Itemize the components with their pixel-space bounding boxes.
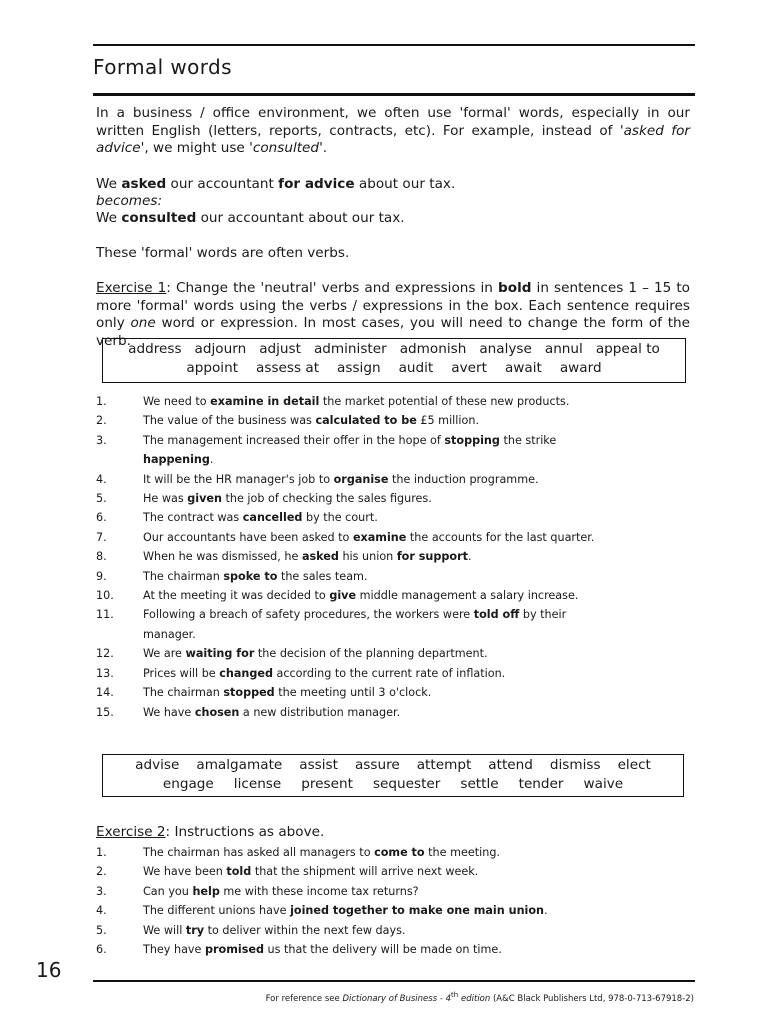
item-bold-phrase: chosen: [194, 705, 240, 719]
box-word: audit: [398, 360, 434, 376]
item-number: 14.: [96, 686, 114, 700]
item-number: 4.: [96, 472, 107, 486]
item-text: by the court.: [302, 511, 378, 525]
box-word: present: [301, 776, 353, 792]
item-text: He was: [143, 492, 188, 506]
box-word: appoint: [186, 360, 239, 376]
item-text: We are: [143, 647, 186, 661]
item-text: by their: [519, 608, 567, 622]
box-word: assess at: [256, 360, 320, 376]
item-number: 5.: [96, 923, 107, 937]
exercise-item: [96, 703, 696, 722]
exercise-item: [96, 470, 696, 489]
instruction-bold: bold: [498, 280, 532, 296]
box-word: annul: [544, 341, 583, 357]
box-word: attempt: [416, 757, 472, 773]
item-bold-phrase: examine in detail: [210, 395, 320, 408]
item-text: £5 million.: [416, 414, 479, 428]
box-word: adjourn: [194, 341, 247, 357]
item-bold-phrase: stopping: [444, 433, 500, 447]
exercise-item: [96, 586, 696, 605]
box-word: assist: [299, 757, 338, 773]
exercise2-heading: [96, 824, 690, 842]
box-word: analyse: [479, 341, 532, 357]
instruction-text: word or expression. In most cases, you will need to change the form of the verb.: [96, 315, 691, 349]
becomes-label: becomes:: [96, 193, 163, 209]
item-text: the job of checking the sales figures.: [221, 492, 432, 506]
exercise-item: [96, 392, 696, 411]
item-text: .: [467, 550, 472, 564]
footer-superscript: th: [451, 990, 459, 999]
item-number: 11.: [96, 608, 114, 622]
item-text: the decision of the planning department.: [254, 647, 488, 661]
instruction-text: in sentences 1 – 15 to more 'formal' words using the verbs / expressions in the box. Each sentence requires only: [96, 280, 691, 331]
top-rule: [93, 44, 695, 46]
exercise-item: [96, 664, 696, 683]
exercise-item: [96, 489, 696, 508]
item-text: manager.: [143, 627, 196, 641]
item-text: a new distribution manager.: [239, 705, 401, 719]
exercise-item: [96, 843, 696, 862]
item-text: The value of the business was: [143, 414, 316, 428]
intro-text: '.: [319, 140, 328, 156]
item-text: They have: [143, 943, 205, 957]
item-bold-phrase: calculated to be: [315, 414, 417, 428]
item-number: 3.: [96, 884, 107, 898]
item-bold-phrase: told off: [473, 608, 520, 622]
example-text: about our tax.: [354, 176, 456, 192]
item-text: the meeting.: [424, 846, 500, 859]
intro-italic-phrase: asked for advice: [96, 122, 690, 156]
item-text: the accounts for the last quarter.: [406, 530, 595, 544]
example-bold: for advice: [278, 176, 355, 192]
word-box-row: [103, 359, 685, 378]
item-bold-phrase: happening: [143, 453, 210, 467]
item-text: The chairman has asked all managers to: [143, 846, 375, 859]
item-text: The management increased their offer in the hope of: [143, 433, 445, 447]
intro-italic-word: consulted: [252, 140, 320, 156]
item-number: 13.: [96, 666, 114, 680]
example-original: [96, 176, 690, 194]
example-becomes: [96, 193, 690, 211]
item-text: When he was dismissed, he: [143, 550, 302, 564]
item-number: 2.: [96, 865, 107, 879]
box-word: assure: [354, 757, 400, 773]
item-text: The chairman: [143, 686, 224, 700]
footer-text: (A&C Black Publishers Ltd, 978-0-713-67918-2): [490, 993, 694, 1004]
example-text: We: [96, 210, 122, 226]
item-text: Our accountants have been asked to: [143, 530, 353, 544]
exercise2-label: Exercise 2: [96, 824, 166, 840]
item-text: the meeting until 3 o'clock.: [274, 686, 432, 700]
exercise2-list: [96, 843, 696, 959]
item-number: 10.: [96, 589, 114, 603]
box-word: adjust: [259, 341, 301, 357]
item-text: It will be the HR manager's job to: [143, 472, 334, 486]
intro-paragraph: [96, 105, 690, 158]
example-text: our accountant: [166, 176, 279, 192]
box-word: dismiss: [549, 757, 601, 773]
example-text: our accountant about our tax.: [196, 210, 405, 226]
item-text: the strike: [499, 433, 557, 447]
item-number: 1.: [96, 846, 107, 859]
box-word: appeal to: [595, 341, 660, 357]
item-bold-phrase: joined together to make one main union: [290, 904, 545, 918]
item-text: the induction programme.: [388, 472, 539, 486]
item-text: We will: [143, 923, 186, 937]
item-number: 8.: [96, 550, 107, 564]
item-text: We have: [143, 705, 195, 719]
item-number: 2.: [96, 414, 107, 428]
box-word: elect: [617, 757, 651, 773]
item-number: 1.: [96, 395, 107, 408]
item-text: the market potential of these new products.: [319, 395, 570, 408]
box-word: assign: [337, 360, 381, 376]
item-bold-phrase: stopped: [223, 686, 275, 700]
item-text: We have been: [143, 865, 227, 879]
exercise-item: [96, 567, 696, 586]
item-number: 9.: [96, 569, 107, 583]
example-text: We: [96, 176, 122, 192]
exercise-item: [96, 528, 696, 547]
exercise-item: [96, 411, 696, 430]
item-text: The chairman: [143, 569, 224, 583]
box-word: address: [128, 341, 182, 357]
item-text: me with these income tax returns?: [219, 884, 419, 898]
intro-text: In a business / office environment, we often use 'formal' words, especially in our written English (letters, reports, contracts, etc). For example, instead of ': [96, 105, 690, 139]
item-text: Prices will be: [143, 666, 220, 680]
item-bold-phrase: organise: [333, 472, 389, 486]
item-bold-phrase: told: [226, 865, 252, 879]
exercise-item: [96, 862, 696, 881]
item-bold-phrase: for support: [396, 550, 468, 564]
box-word: waive: [583, 776, 624, 792]
item-number: 4.: [96, 904, 107, 918]
exercise-item: [96, 431, 696, 470]
exercise1-label: Exercise 1: [96, 280, 167, 296]
page-title: Formal words: [93, 55, 232, 79]
item-text: We need to: [143, 395, 211, 408]
item-bold-phrase: given: [187, 492, 222, 506]
item-text: middle management a salary increase.: [356, 589, 579, 603]
item-bold-phrase: come to: [374, 846, 425, 859]
footer-text: For reference see: [265, 993, 343, 1004]
item-text: .: [544, 904, 548, 918]
instruction-italic: one: [130, 315, 156, 331]
box-word: attend: [488, 757, 533, 773]
word-box-row: [103, 340, 685, 359]
item-text: that the shipment will arrive next week.: [251, 865, 479, 879]
box-word: sequester: [372, 776, 441, 792]
item-number: 7.: [96, 530, 107, 544]
item-text: according to the current rate of inflation.: [272, 666, 506, 680]
item-bold-phrase: help: [192, 884, 220, 898]
item-number: 12.: [96, 647, 114, 661]
intro-text: ', we might use ': [140, 140, 253, 156]
item-number: 5.: [96, 492, 107, 506]
item-bold-phrase: give: [329, 589, 357, 603]
footer-reference: [266, 990, 694, 1004]
item-text: the sales team.: [277, 569, 368, 583]
footer-book-title: Dictionary of Business - 4: [342, 993, 452, 1004]
item-text: his union: [338, 550, 397, 564]
item-text: to deliver within the next few days.: [204, 923, 406, 937]
item-bold-phrase: cancelled: [242, 511, 303, 525]
box-word: award: [559, 360, 602, 376]
word-box-row: [103, 775, 683, 794]
box-word: license: [233, 776, 282, 792]
item-text: Can you: [143, 884, 193, 898]
box-word: await: [504, 360, 542, 376]
item-bold-phrase: promised: [205, 943, 264, 957]
box-word: admonish: [399, 341, 467, 357]
footer-rule: [93, 980, 695, 982]
item-number: 15.: [96, 705, 114, 719]
instruction-text: : Change the 'neutral' verbs and expressions in: [166, 280, 499, 296]
word-box-2: [102, 754, 684, 797]
exercise1-list: [96, 392, 696, 722]
footer-edition: edition: [458, 993, 491, 1004]
exercise-item: [96, 683, 696, 702]
exercise-item: [96, 901, 696, 920]
example-formal: [96, 210, 690, 228]
item-text: us that the delivery will be made on time.: [263, 943, 502, 957]
box-word: avert: [451, 360, 487, 376]
box-word: settle: [460, 776, 499, 792]
item-text: Following a breach of safety procedures, the workers were: [143, 608, 474, 622]
box-word: amalgamate: [196, 757, 283, 773]
item-number: 6.: [96, 511, 107, 525]
exercise-item: [96, 940, 696, 959]
item-text: .: [209, 453, 214, 467]
item-bold-phrase: asked: [301, 550, 339, 564]
example-bold: asked: [121, 176, 167, 192]
item-bold-phrase: spoke to: [223, 569, 278, 583]
item-number: 3.: [96, 433, 107, 447]
word-box-1: [102, 338, 686, 383]
box-word: engage: [162, 776, 214, 792]
page-number: 16: [36, 958, 62, 982]
item-bold-phrase: try: [185, 923, 205, 937]
box-word: administer: [313, 341, 387, 357]
exercise-item: [96, 547, 696, 566]
item-text: At the meeting it was decided to: [143, 589, 330, 603]
box-word: advise: [135, 757, 180, 773]
item-text: The contract was: [143, 511, 243, 525]
verbs-note: These 'formal' words are often verbs.: [96, 245, 350, 261]
exercise-item: [96, 605, 696, 644]
exercise-item: [96, 921, 696, 940]
item-text: The different unions have: [143, 904, 291, 918]
exercise-item: [96, 508, 696, 527]
item-bold-phrase: examine: [352, 530, 407, 544]
item-bold-phrase: changed: [219, 666, 273, 680]
title-underline: [93, 93, 695, 96]
item-bold-phrase: waiting for: [185, 647, 255, 661]
word-box-row: [103, 756, 683, 775]
example-bold: consulted: [121, 210, 197, 226]
exercise2-instructions: : Instructions as above.: [165, 824, 325, 840]
box-word: tender: [518, 776, 564, 792]
item-number: 6.: [96, 943, 107, 957]
exercise-item: [96, 644, 696, 663]
exercise-item: [96, 882, 696, 901]
